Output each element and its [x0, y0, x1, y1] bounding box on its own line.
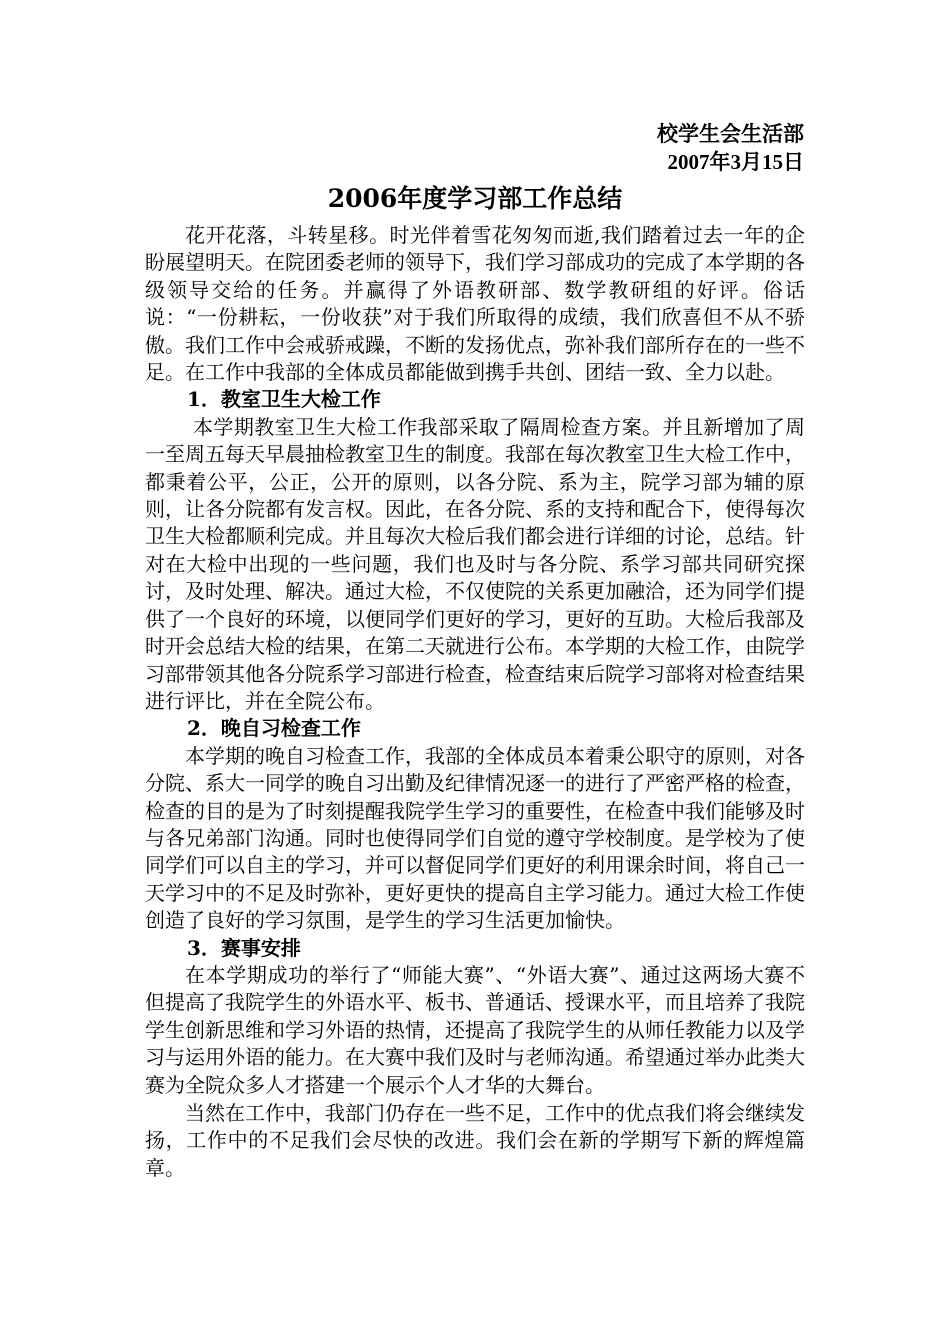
section-body-evening-study: 本学期的晚自习检查工作，我部的全体成员本着秉公职守的原则，对各分院、系大一同学的晚自习出勤及纪律情况逐一的进行了严密严格的检查，检查的目的是为了时刻提醒我院学生学习的重要性，在检查中我们能够及时与各兄弟部门沟通。同时也使得同学们自觉的遵守学校制度。是学校为了使同学们可以自主的学习，并可以督促同学们更好的利用课余时间，将自己一天学习中的不足及时弥补，更好更快的提高自主学习能力。通过大检工作使创造了良好的学习氛围，是学生的学习生活更加愉快。	[145, 743, 805, 933]
section-body-classroom-hygiene: 本学期教室卫生大检工作我部采取了隔周检查方案。并且新增加了周一至周五每天早晨抽检教室卫生的制度。我部在每次教室卫生大检工作中，都秉着公平，公正，公开的原则，以各分院、系为主，院学习部为辅的原则，让各分院都有发言权。因此，在各分院、系的支持和配合下，使得每次卫生大检都顺利完成。并且每次大检后我们都会进行详细的讨论，总结。针对在大检中出现的一些问题，我们也及时与各分院、系学习部共同研究探讨，及时处理、解决。通过大检，不仅使院的关系更加融洽，还为同学们提供了一个良好的环境，以便同学们更好的学习，更好的互助。大检后我部及时开会总结大检的结果，在第二天就进行公布。本学期的大检工作，由院学习部带领其他各分院系学习部进行检查，检查结束后院学习部将对检查结果进行评比，并在全院公布。	[145, 414, 805, 713]
organization-name: 校学生会生活部	[657, 121, 804, 146]
document-header	[657, 119, 804, 177]
closing-paragraph: 当然在工作中，我部门仍存在一些不足，工作中的优点我们将会继续发扬，工作中的不足我们会尽快的改进。我们会在新的学期写下新的辉煌篇章。	[145, 1101, 805, 1180]
section-heading-competitions: 3．赛事安排	[187, 935, 301, 960]
section-body-competitions: 在本学期成功的举行了“师能大赛”、“外语大赛”、通过这两场大赛不但提高了我院学生的外语水平、板书、普通话、授课水平，而且培养了我院学生创新思维和学习外语的热情，还提高了我院学生的从师任教能力以及学习与运用外语的能力。在大赛中我们及时与老师沟通。希望通过举办此类大赛为全院众多人才搭建一个展示个人才华的大舞台。	[145, 962, 805, 1097]
document-title: 2006年度学习部工作总结	[327, 184, 623, 213]
document-date: 2007年3月15日	[667, 150, 804, 174]
document-body	[145, 222, 805, 1182]
intro-paragraph: 花开花落，斗转星移。时光伴着雪花匆匆而逝,我们踏着过去一年的企盼展望明天。在院团委老师的领导下，我们学习部成功的完成了本学期的各级领导交给的任务。并赢得了外语教研部、数学教研组的好评。俗话说：“一份耕耘，一份收获”对于我们所取得的成绩，我们欣喜但不从不骄傲。我们工作中会戒骄戒躁，不断的发扬优点，弥补我们部所存在的一些不足。在工作中我部的全体成员都能做到携手共创、团结一致、全力以赴。	[145, 223, 805, 385]
section-heading-evening-study: 2．晚自习检查工作	[187, 716, 361, 741]
section-heading-classroom-hygiene: 1．教室卫生大检工作	[187, 387, 381, 412]
